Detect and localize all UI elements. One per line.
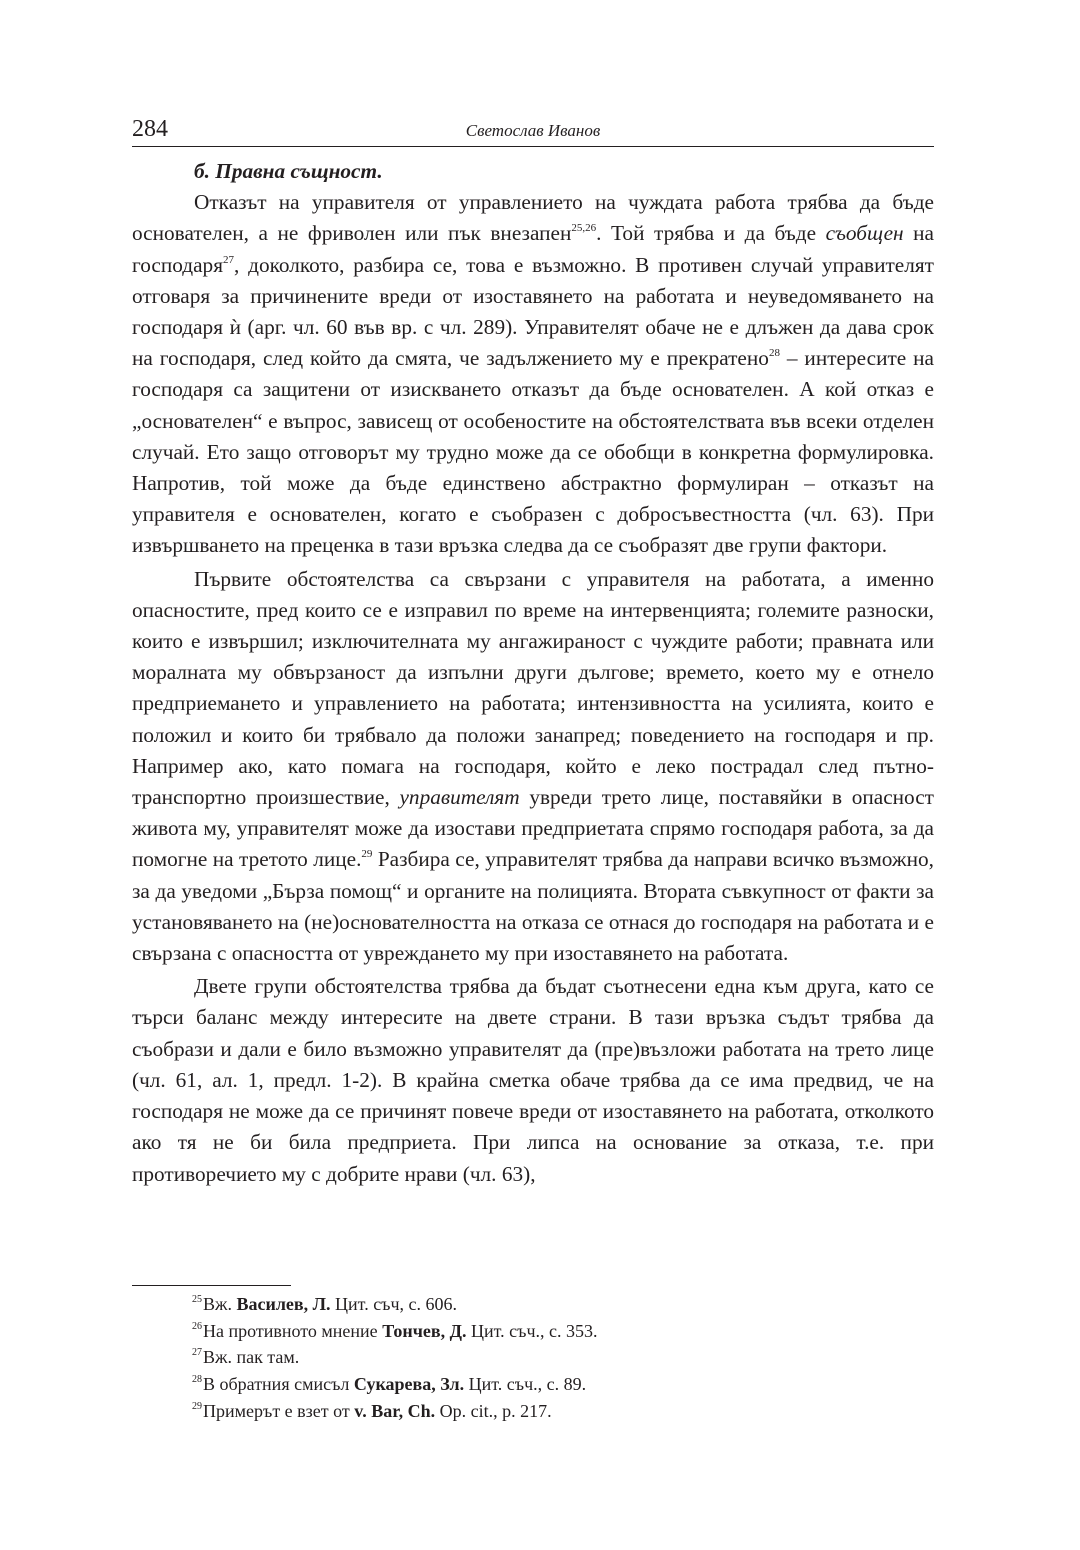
footnote xyxy=(192,1318,934,1345)
footnote-ref: 27 xyxy=(223,253,235,266)
paragraph-text: на господаря xyxy=(132,221,935,277)
footnote-author: Сукарева, Зл. xyxy=(353,1374,465,1395)
footnote-author: v. Bar, Ch. xyxy=(354,1400,436,1421)
paragraph xyxy=(132,187,934,561)
paragraph-text: Разбира се, управителят трябва да направи всичко възможно, за да уведоми „Бърза помощ“ и органите на полицията. Втората съвкупност от факти за установяването на (не)основателността на отказа се отнася до господаря на работата и е свързана с опасността от увреждането му при изоставянето на работата. xyxy=(132,847,934,966)
footnote-number: 29 xyxy=(192,1400,202,1412)
footnote-author: Василев, Л. xyxy=(236,1294,331,1314)
section-title: б. Правна същност. xyxy=(194,159,383,183)
footnote-number: 25 xyxy=(192,1294,202,1305)
footnote-ref: 25,26 xyxy=(571,222,597,235)
italic-term: управителят xyxy=(399,785,520,810)
paragraph-text: Двете групи обстоятелства трябва да бъдат съотнесени една към друга, като се търси баланс между интересите на двете страни. В тази връзка съдът трябва да съобрази и дали е било възможно управителят да (пре)възложи работата на трето лице (чл. 61, ал. 1, предл. 1-2). В крайна сметка обаче трябва да се има предвид, че на господаря не може да се причинят повече вреди от изоставянето на работата, отколкото ако тя не би била предприета. При липса на основание за отказа, т.е. при противоречието му с добрите нрави (чл. 63), xyxy=(132,974,934,1186)
footnote-number: 26 xyxy=(192,1320,202,1332)
footnote xyxy=(192,1291,934,1318)
paragraph-text: . Той трябва и да бъде xyxy=(596,221,826,246)
page-header xyxy=(132,112,934,147)
paragraph xyxy=(132,564,934,970)
page-number: 284 xyxy=(132,116,168,142)
footnote-ref: 29 xyxy=(361,848,373,861)
paragraph xyxy=(132,971,934,1189)
running-head: Светослав Иванов xyxy=(465,121,601,140)
footnote xyxy=(192,1344,934,1371)
footnote xyxy=(192,1371,934,1398)
paragraph-text: – интересите на господаря са защитени от изискването отказът да бъде основателен. А кой отказ е „основателен“ е въпрос, зависещ от особеностите на обстоятелствата във всеки отделен случай. Ето защо отговорът му трудно може да се обобщи в конкретна формулировка. Напротив, той може да бъде единствено абстрактно формулиран – отказът на управителя е основателен, когато е съобразен с добросъвестността (чл. 63). При извършването на преценка в тази връзка следва да се съобразят две групи фактори. xyxy=(132,346,935,558)
footnote-text: Цит. съч, с. 606. xyxy=(330,1294,458,1314)
paragraph-text: Първите обстоятелства са свързани с управителя на работата, а именно опасностите, пред които се е изправил по време на интервенцията; големите разноски, които е извършил; изключителната му ангажираност с чуждите работи; правната или моралната му обвързаност да изпълни други дългове; времето, което му е отнело предприемането и управлението на работата; интензивността на усилията, които е положил и които би трябвало да положи занапред; поведението на господаря и пр. Например ако, като помага на господаря, който е леко пострадал след пътно-транспортно произшествие, xyxy=(132,566,934,810)
paragraph-text: Отказът на управителя от управлението на чуждата работа трябва да бъде основателен, а не фриволен или пък внезапен xyxy=(132,190,934,246)
footnote-text: Примерът е взет от xyxy=(203,1400,355,1421)
footnote-text: На противното мнение xyxy=(203,1320,383,1341)
footnote-text: Op. cit., p. 217. xyxy=(435,1400,552,1421)
footnote-number: 28 xyxy=(192,1374,202,1386)
footnote-text: Цит. съч., с. 353. xyxy=(466,1320,598,1341)
footnote-ref: 28 xyxy=(768,347,780,360)
footnote-text: Вж. xyxy=(203,1294,237,1314)
footnote-author: Тончев, Д. xyxy=(382,1320,467,1341)
paragraph-text: , доколкото, разбира се, това е възможно. В противен случай управителят отговаря за причинените вреди от изоставянето на работата и неуведомяването на господаря ѝ (арг. чл. 60 във вр. с чл. 289). Управителят обаче не е длъжен да дава срок на господаря, след който да смята, че задължението му е прекратено xyxy=(132,252,934,371)
footnote xyxy=(192,1398,934,1425)
body-text xyxy=(132,156,934,1192)
footnotes xyxy=(192,1291,934,1425)
footnote-text: В обратния смисъл xyxy=(203,1374,354,1395)
paragraph-text: увреди трето лице, поставяйки в опасност живота му, управителят може да изостави предприетата спрямо господаря работа, за да помогне на третото лице. xyxy=(132,785,934,872)
footnote-number: 27 xyxy=(192,1347,202,1359)
footnote-text: Цит. съч., с. 89. xyxy=(464,1374,587,1395)
footnote-text: Вж. пак там. xyxy=(203,1347,300,1368)
italic-term: съобщен xyxy=(825,221,904,246)
footnote-divider xyxy=(132,1285,291,1286)
